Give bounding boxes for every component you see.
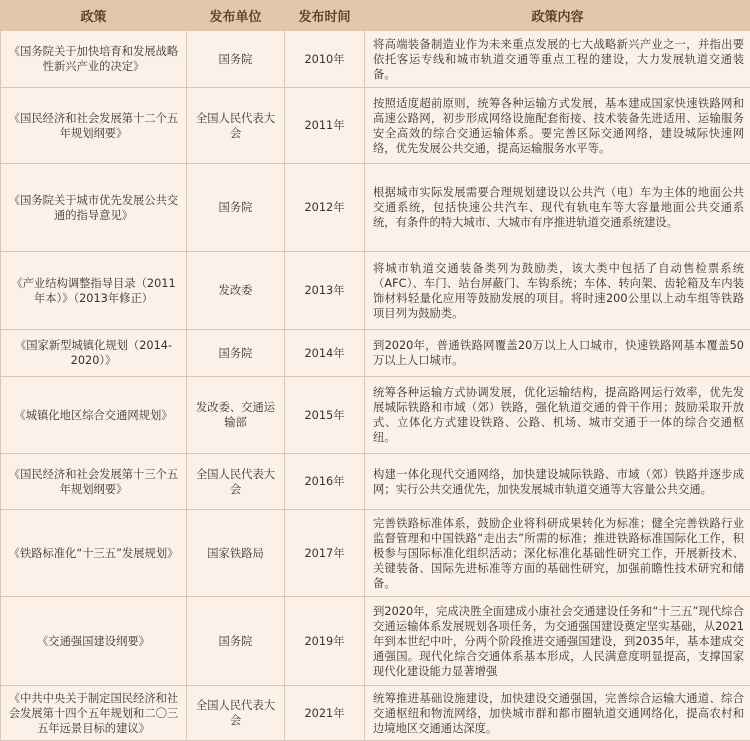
unit-cell: 国务院 <box>187 597 285 686</box>
policy-cell: 《国民经济和社会发展第十三个五年规划纲要》 <box>1 454 187 510</box>
time-cell: 2010年 <box>285 31 365 88</box>
content-cell: 到2020年，普通铁路网覆盖20万以上人口城市，快速铁路网基本覆盖50万以上人口城市。 <box>365 330 750 377</box>
unit-cell: 国家铁路局 <box>187 510 285 597</box>
time-cell: 2016年 <box>285 454 365 510</box>
policy-cell: 《国家新型城镇化规划（2014-2020）》 <box>1 330 187 377</box>
content-cell: 根据城市实际发展需要合理规划建设以公共汽（电）车为主体的地面公共交通系统，包括快速公共汽车、现代有轨电车等大容量地面公共交通系统，有条件的特大城市、大城市有序推进轨道交通系统建设。 <box>365 164 750 252</box>
policy-cell: 《中共中央关于制定国民经济和社会发展第十四个五年规划和二〇三五年远景目标的建议》 <box>1 686 187 741</box>
time-cell: 2014年 <box>285 330 365 377</box>
unit-cell: 全国人民代表大会 <box>187 454 285 510</box>
content-cell: 统筹推进基础设施建设，加快建设交通强国，完善综合运输大通道、综合交通枢纽和物流网络，加快城市群和都市圈轨道交通网络化，提高农村和边境地区交通通达深度。 <box>365 686 750 741</box>
unit-cell: 国务院 <box>187 31 285 88</box>
table-row <box>1 597 750 686</box>
policy-cell: 《城镇化地区综合交通网规划》 <box>1 377 187 454</box>
unit-cell: 全国人民代表大会 <box>187 88 285 164</box>
content-cell: 统筹各种运输方式协调发展，优化运输结构，提高路网运行效率，优先发展城际铁路和市域（郊）铁路，强化轨道交通的骨干作用；鼓励采取开放式、立体化方式建设铁路、公路、机场、城市交通于一体的综合交通枢纽。 <box>365 377 750 454</box>
table-row <box>1 377 750 454</box>
time-cell: 2011年 <box>285 88 365 164</box>
content-cell: 完善铁路标准体系，鼓励企业将科研成果转化为标准；健全完善铁路行业监督管理和中国铁路“走出去”所需的标准；推进铁路标准国际化工作，积极参与国际标准化组织活动；深化标准化基础性研究工作，开展新技术、关键装备、国际先进标准等方面的基础性研究，加强前瞻性技术研究和储备。 <box>365 510 750 597</box>
table-row <box>1 330 750 377</box>
time-cell: 2013年 <box>285 252 365 330</box>
time-cell: 2017年 <box>285 510 365 597</box>
unit-cell: 国务院 <box>187 330 285 377</box>
policy-cell: 《产业结构调整指导目录（2011年本）》（2013年修正） <box>1 252 187 330</box>
policy-cell: 《铁路标准化“十三五”发展规划》 <box>1 510 187 597</box>
unit-cell: 全国人民代表大会 <box>187 686 285 741</box>
unit-cell: 发改委、交通运输部 <box>187 377 285 454</box>
table-row <box>1 686 750 741</box>
header-unit: 发布单位 <box>187 1 285 31</box>
unit-cell: 国务院 <box>187 164 285 252</box>
table-row <box>1 88 750 164</box>
time-cell: 2019年 <box>285 597 365 686</box>
policy-cell: 《交通强国建设纲要》 <box>1 597 187 686</box>
time-cell: 2015年 <box>285 377 365 454</box>
content-cell: 将城市轨道交通装备类列为鼓励类，该大类中包括了自动售检票系统（AFC）、车门、站台屏蔽门、车钩系统；车体、转向架、齿轮箱及车内装饰材料轻量化应用等鼓励发展的项目。将时速200公里以上动车组等铁路项目列为鼓励类。 <box>365 252 750 330</box>
content-cell: 按照适度超前原则，统筹各种运输方式发展，基本建成国家快速铁路网和高速公路网，初步形成网络设施配套衔接、技术装备先进适用、运输服务安全高效的综合交通运输体系。要完善区际交通网络，建设城际快速网络，优先发展公共交通，提高运输服务水平等。 <box>365 88 750 164</box>
unit-cell: 发改委 <box>187 252 285 330</box>
policy-cell: 《国民经济和社会发展第十二个五年规划纲要》 <box>1 88 187 164</box>
header-content: 政策内容 <box>365 1 750 31</box>
header-time: 发布时间 <box>285 1 365 31</box>
table-row <box>1 31 750 88</box>
content-cell: 将高端装备制造业作为未来重点发展的七大战略新兴产业之一，并指出要依托客运专线和城市轨道交通等重点工程的建设，大力发展轨道交通装备。 <box>365 31 750 88</box>
table-row <box>1 454 750 510</box>
time-cell: 2012年 <box>285 164 365 252</box>
table-row <box>1 510 750 597</box>
table-row <box>1 164 750 252</box>
policy-cell: 《国务院关于城市优先发展公共交通的指导意见》 <box>1 164 187 252</box>
time-cell: 2021年 <box>285 686 365 741</box>
header-row <box>1 1 750 31</box>
content-cell: 到2020年，完成决胜全面建成小康社会交通建设任务和“十三五”现代综合交通运输体系发展规划各项任务，为交通强国建设奠定坚实基础，从2021年到本世纪中叶，分两个阶段推进交通强国建设，到2035年，基本建成交通强国。现代化综合交通体系基本形成，人民满意度明显提高，支撑国家现代化建设能力显著增强 <box>365 597 750 686</box>
content-cell: 构建一体化现代交通网络，加快建设城际铁路、市域（郊）铁路并逐步成网；实行公共交通优先，加快发展城市轨道交通等大容量公共交通。 <box>365 454 750 510</box>
table-row <box>1 252 750 330</box>
policy-cell: 《国务院关于加快培育和发展战略性新兴产业的决定》 <box>1 31 187 88</box>
header-policy: 政策 <box>1 1 187 31</box>
